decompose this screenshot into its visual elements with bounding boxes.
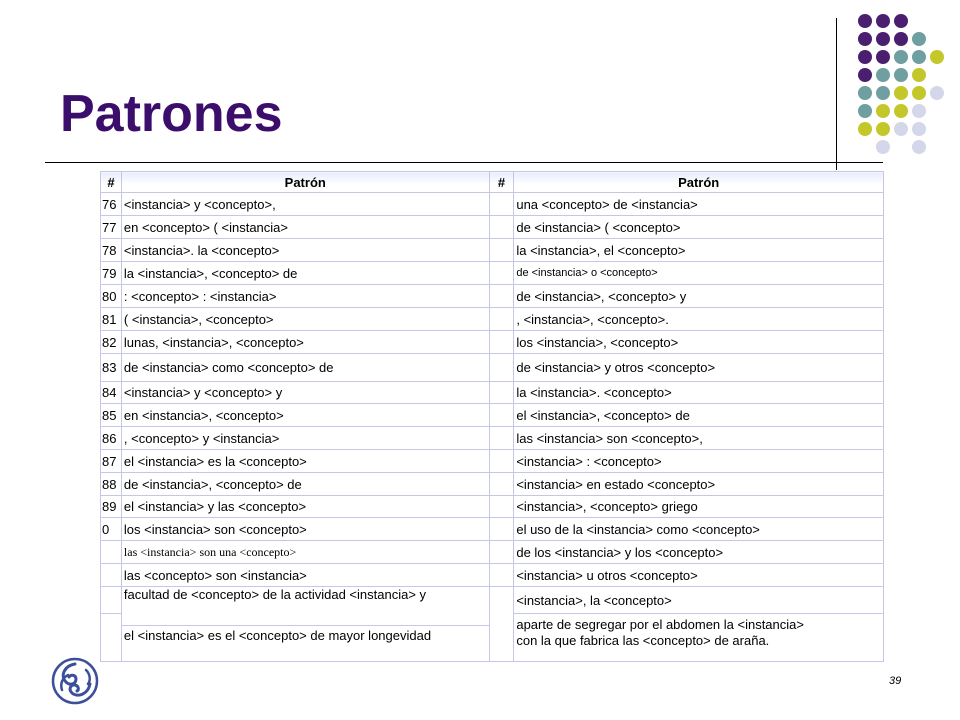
dot xyxy=(876,14,890,28)
dot xyxy=(858,104,872,118)
dot xyxy=(894,32,908,46)
row-number: 82 xyxy=(101,331,122,354)
pattern-cell: de los <instancia> y los <concepto> xyxy=(514,541,884,564)
table-row xyxy=(101,404,884,427)
table-row xyxy=(101,216,884,239)
pattern-cell: el <instancia> es la <concepto> xyxy=(121,450,489,473)
pattern-cell: lunas, <instancia>, <concepto> xyxy=(121,331,489,354)
pattern-cell: las <instancia> son <concepto>, xyxy=(514,427,884,450)
dot xyxy=(912,50,926,64)
table-row xyxy=(101,193,884,216)
pattern-cell: de <instancia> ( <concepto> xyxy=(514,216,884,239)
row-number xyxy=(489,239,514,262)
dot xyxy=(930,50,944,64)
table-row xyxy=(101,331,884,354)
table-row xyxy=(101,564,884,587)
dot xyxy=(894,86,908,100)
pattern-cell: <instancia>. la <concepto> xyxy=(121,239,489,262)
table-header-row xyxy=(101,172,884,193)
row-number xyxy=(489,354,514,382)
pattern-cell: <instancia> y <concepto>, xyxy=(121,193,489,216)
pattern-cell: ( <instancia>, <concepto> xyxy=(121,308,489,331)
dot xyxy=(894,122,908,136)
pattern-cell: <instancia>, <concepto> griego xyxy=(514,496,884,518)
header-number: # xyxy=(101,172,122,193)
pattern-cell: de <instancia>, <concepto> y xyxy=(514,285,884,308)
dot xyxy=(930,86,944,100)
dot xyxy=(876,140,890,154)
pattern-cell: de <instancia> y otros <concepto> xyxy=(514,354,884,382)
row-number: 84 xyxy=(101,382,122,404)
pattern-cell: el <instancia>, <concepto> de xyxy=(514,404,884,427)
pattern-cell: el uso de la <instancia> como <concepto> xyxy=(514,518,884,541)
row-number: 77 xyxy=(101,216,122,239)
header-number: # xyxy=(489,172,514,193)
row-number xyxy=(489,262,514,285)
slide-title: Patrones xyxy=(60,85,283,143)
row-number xyxy=(489,285,514,308)
dot xyxy=(912,140,926,154)
pattern-cell: , <concepto> y <instancia> xyxy=(121,427,489,450)
dot xyxy=(876,32,890,46)
header-pattern: Patrón xyxy=(121,172,489,193)
dot xyxy=(912,32,926,46)
dot xyxy=(858,14,872,28)
table-row xyxy=(101,427,884,450)
dot xyxy=(876,86,890,100)
dot xyxy=(858,68,872,82)
dot xyxy=(912,86,926,100)
pattern-cell: <instancia> en estado <concepto> xyxy=(514,473,884,496)
pattern-cell: en <instancia>, <concepto> xyxy=(121,404,489,427)
swirl-emblem-icon xyxy=(50,656,100,711)
row-number: 0 xyxy=(101,518,122,541)
row-number: 81 xyxy=(101,308,122,331)
header-pattern: Patrón xyxy=(514,172,884,193)
pattern-cell: <instancia> y <concepto> y xyxy=(121,382,489,404)
pattern-cell: la <instancia>. <concepto> xyxy=(514,382,884,404)
table-row xyxy=(101,450,884,473)
row-number xyxy=(489,473,514,496)
row-number xyxy=(489,564,514,587)
pattern-cell: el <instancia> es el <concepto> de mayor longevidad xyxy=(121,626,489,662)
pattern-cell: de <instancia> como <concepto> de xyxy=(121,354,489,382)
title-underline xyxy=(45,162,883,163)
pattern-cell: los <instancia> son <concepto> xyxy=(121,518,489,541)
dot xyxy=(858,86,872,100)
pattern-cell: la <instancia>, el <concepto> xyxy=(514,239,884,262)
row-number xyxy=(101,614,122,662)
table-row xyxy=(101,239,884,262)
pattern-cell: facultad de <concepto> de la actividad <instancia> y xyxy=(121,587,489,626)
table-row xyxy=(101,262,884,285)
row-number xyxy=(489,404,514,427)
row-number: 78 xyxy=(101,239,122,262)
pattern-cell: las <concepto> son <instancia> xyxy=(121,564,489,587)
pattern-cell: <instancia> : <concepto> xyxy=(514,450,884,473)
pattern-cell: las <instancia> son una <concepto> xyxy=(121,541,489,564)
table-row xyxy=(101,518,884,541)
row-number xyxy=(489,216,514,239)
row-number xyxy=(489,450,514,473)
row-number xyxy=(489,427,514,450)
dot xyxy=(912,104,926,118)
dot xyxy=(876,122,890,136)
row-number xyxy=(489,587,514,662)
pattern-cell: , <instancia>, <concepto>. xyxy=(514,308,884,331)
table-row xyxy=(101,496,884,518)
dot xyxy=(858,50,872,64)
pattern-cell: <instancia>, la <concepto> xyxy=(514,587,884,614)
pattern-cell: de <instancia>, <concepto> de xyxy=(121,473,489,496)
dot xyxy=(876,50,890,64)
dot xyxy=(912,68,926,82)
row-number: 76 xyxy=(101,193,122,216)
row-number xyxy=(101,541,122,564)
row-number xyxy=(101,564,122,587)
pattern-cell: la <instancia>, <concepto> de xyxy=(121,262,489,285)
dot xyxy=(894,68,908,82)
pattern-cell: los <instancia>, <concepto> xyxy=(514,331,884,354)
row-number xyxy=(489,308,514,331)
pattern-cell: de <instancia> o <concepto> xyxy=(514,262,884,285)
row-number xyxy=(101,587,122,614)
row-number xyxy=(489,541,514,564)
row-number: 89 xyxy=(101,496,122,518)
pattern-cell: aparte de segregar por el abdomen la <instancia> con la que fabrica las <concepto> de araña. xyxy=(514,614,884,662)
row-number: 87 xyxy=(101,450,122,473)
pattern-cell: en <concepto> ( <instancia> xyxy=(121,216,489,239)
row-number xyxy=(489,193,514,216)
row-number: 83 xyxy=(101,354,122,382)
page-number: 39 xyxy=(889,675,902,687)
row-number xyxy=(489,382,514,404)
dot xyxy=(858,122,872,136)
table-row xyxy=(101,382,884,404)
vertical-divider xyxy=(836,18,837,170)
pattern-cell: : <concepto> : <instancia> xyxy=(121,285,489,308)
row-number xyxy=(489,496,514,518)
patterns-table xyxy=(100,171,884,662)
dot xyxy=(876,68,890,82)
dot xyxy=(894,104,908,118)
table-row xyxy=(101,354,884,382)
table-row xyxy=(101,285,884,308)
dot xyxy=(912,122,926,136)
table-row xyxy=(101,473,884,496)
row-number: 86 xyxy=(101,427,122,450)
pattern-cell: <instancia> u otros <concepto> xyxy=(514,564,884,587)
pattern-cell: el <instancia> y las <concepto> xyxy=(121,496,489,518)
row-number xyxy=(489,331,514,354)
table-row xyxy=(101,541,884,564)
pattern-cell: una <concepto> de <instancia> xyxy=(514,193,884,216)
dot xyxy=(876,104,890,118)
row-number: 85 xyxy=(101,404,122,427)
dot xyxy=(858,32,872,46)
table-row xyxy=(101,587,884,614)
dot xyxy=(894,50,908,64)
table-row xyxy=(101,308,884,331)
dot xyxy=(894,14,908,28)
row-number: 88 xyxy=(101,473,122,496)
row-number: 80 xyxy=(101,285,122,308)
row-number xyxy=(489,518,514,541)
row-number: 79 xyxy=(101,262,122,285)
